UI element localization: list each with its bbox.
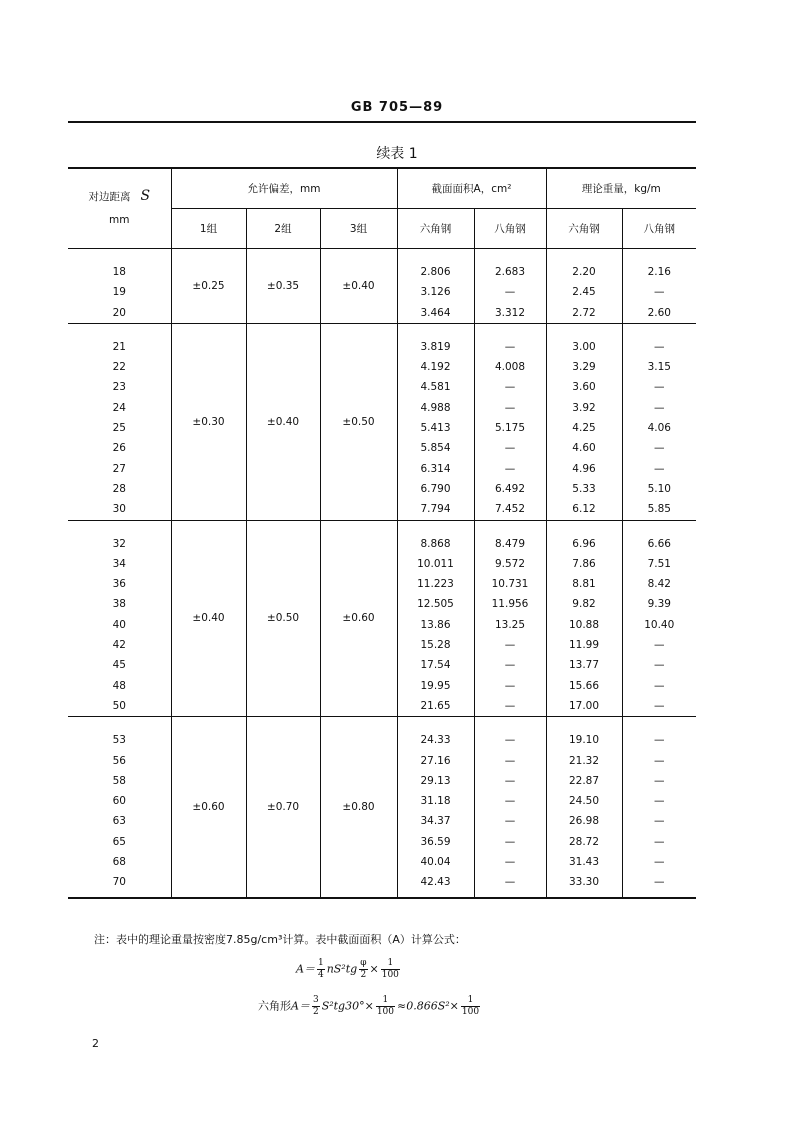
table-cell: — [504,679,516,692]
fraction-numerator: 1 [317,958,324,968]
formula-hexagon [258,995,482,1018]
table-cell: 5.175 [494,422,526,435]
table-cell: — [654,286,665,299]
table-cell: 7.51 [647,557,671,570]
table-cell: — [654,462,665,475]
formula-hexagon-prefix: 六角形 [258,999,291,1013]
fraction-denominator: 100 [461,1007,480,1017]
table-cell: — [504,815,516,828]
table-cell: 58 [112,774,126,787]
table-cell: — [504,774,516,787]
table-cell: 3.312 [494,306,526,319]
table-cell: — [654,795,665,808]
table-cell: 65 [112,835,126,848]
table-cell: 25 [112,422,126,435]
table-cell: 20 [112,306,126,319]
table-cell: 10.88 [568,618,600,631]
fraction-numerator: φ [360,958,367,968]
fraction-numerator: 1 [381,958,400,970]
table-cell: 6.314 [420,462,451,475]
table-cell: 3.464 [420,306,451,319]
hex-area-cell [397,717,474,898]
table-cell: 23 [112,381,126,394]
table-cell: 5.413 [420,422,451,435]
fraction-denominator: 100 [381,970,399,980]
formula-general-lhs: A＝ [296,962,315,976]
table-cell: — [504,699,516,712]
fraction-denominator: 100 [376,1007,394,1017]
table-cell: — [654,340,665,353]
hex-area-cell [397,520,474,717]
table-cell: 22 [112,361,126,374]
fraction-denominator: 2 [360,970,367,980]
table-cell: 48 [112,679,126,692]
table-cell: 38 [112,598,126,611]
oct-weight-cell [622,520,696,717]
table-cell: 7.452 [494,503,526,516]
header-area: 截面面积A，cm² [397,168,546,209]
table-cell: 3.00 [572,340,596,353]
table-cell: — [654,381,665,394]
table-cell: — [654,442,665,455]
oct-area-cell [474,520,546,717]
table-cell: 2.72 [572,306,596,319]
formula-hexagon-term: S²tg30°× [321,999,374,1013]
fraction [376,995,395,1018]
table-cell: 4.06 [647,422,671,435]
tolerance-group-1-cell: ±0.40 [171,520,246,717]
oct-weight-cell [622,249,696,324]
fraction-numerator: 3 [312,995,319,1005]
standard-number: GB 705—89 [350,100,444,115]
side-distance-cell [68,520,171,717]
table-cell: 4.96 [572,462,596,475]
hex-area-cell [397,323,474,520]
oct-area-cell [474,323,546,520]
table-cell: 5.10 [647,482,671,495]
formula-hexagon-approx: ≈0.866S²× [397,999,459,1013]
table-note: 注：表中的理论重量按密度7.85g/cm³计算。表中截面面积（A）计算公式： [94,933,466,946]
table-cell: 2.683 [494,266,526,278]
table-cell: 40 [112,618,126,631]
table-cell: 7.794 [420,503,451,516]
table-cell: — [654,835,665,848]
tolerance-group-3-cell: ±0.80 [320,717,397,898]
table-cell: 31.18 [420,795,451,808]
table-cell: — [504,401,516,414]
table-cell: 15.66 [568,679,600,692]
side-distance-cell [68,323,171,520]
header-side-distance-label: 对边距离 [88,190,131,203]
hex-area-cell [397,249,474,324]
table-cell: 24 [112,401,126,414]
table-cell: 33.30 [568,876,600,889]
table-cell: 56 [112,754,126,767]
table-cell: 26 [112,442,126,455]
table-cell: 40.04 [420,856,451,869]
table-cell: 68 [112,856,126,869]
table-cell: — [654,774,665,787]
table-cell: 4.988 [420,401,451,414]
table-cell: 11.99 [568,639,600,652]
table-cell: — [504,754,516,767]
table-cell: 2.60 [647,306,671,319]
header-oct-area: 八角钢 [474,209,546,249]
table-cell: 6.790 [420,482,451,495]
table-cell: 13.77 [568,659,600,672]
table-cell: 21.65 [420,699,451,712]
table-cell: — [654,699,665,712]
hex-weight-cell [546,717,622,898]
side-distance-cell [68,717,171,898]
table-cell: 9.572 [494,557,526,570]
table-cell: 60 [112,795,126,808]
table-cell: 42.43 [420,876,451,889]
fraction [317,958,325,981]
table-cell: 12.505 [417,598,454,611]
table-cell: 36.59 [420,835,451,848]
hex-weight-cell [546,249,622,324]
table-cell: 6.66 [647,537,671,550]
hex-weight-cell [546,520,622,717]
table-cell: 3.92 [572,401,596,414]
table-cell: 4.25 [572,422,596,435]
table-cell: — [504,381,516,394]
formula-general [296,958,402,981]
formula-hexagon-lhs: A＝ [291,999,310,1013]
data-table [68,167,696,899]
table-cell: 6.96 [572,537,596,550]
table-cell: — [654,856,665,869]
tolerance-group-1-cell: ±0.60 [171,717,246,898]
page-number: 2 [92,1037,99,1050]
table-body [68,249,696,898]
table-cell: — [504,340,516,353]
table-cell: 27.16 [420,754,451,767]
table-cell: 13.25 [494,618,526,631]
tolerance-group-2-cell: ±0.35 [246,249,320,324]
row-group [68,249,696,324]
table-cell: 3.819 [420,340,451,353]
table-cell: 13.86 [420,618,451,631]
fraction [461,995,480,1018]
table-cell: 34.37 [420,815,451,828]
tolerance-group-2-cell: ±0.50 [246,520,320,717]
table-cell: 4.581 [420,381,451,394]
table-cell: 24.33 [420,734,451,747]
table-cell: — [504,734,516,747]
table-cell: 5.33 [572,482,596,495]
table-cell: 19 [112,286,126,299]
table-cell: 2.806 [420,266,451,278]
header-weight: 理论重量，kg/m [546,168,696,209]
header-group-1: 1组 [171,209,246,249]
table-cell: — [654,401,665,414]
table-cell: — [504,659,516,672]
table-cell: — [654,876,665,889]
table-cell: 4.192 [420,361,451,374]
table-cell: 17.54 [420,659,451,672]
table-cell: 28 [112,482,126,495]
fraction [381,958,400,981]
side-distance-cell [68,249,171,324]
table-cell: 10.731 [491,578,529,591]
table-cell: 42 [112,639,126,652]
times-sign: × [369,962,379,976]
table-cell: 32 [112,537,126,550]
table-cell: 26.98 [568,815,600,828]
table-cell: 17.00 [568,699,600,712]
fraction-numerator: 1 [376,995,395,1007]
header-group-3: 3组 [320,209,397,249]
row-group [68,520,696,717]
table-cell: 11.956 [491,598,529,611]
table-cell: 31.43 [568,856,600,869]
table-caption: 续表 1 [376,146,418,162]
table-cell: 8.81 [572,578,596,591]
table-cell: — [504,442,516,455]
row-group [68,323,696,520]
table-cell: 7.86 [572,557,596,570]
tolerance-group-1-cell: ±0.30 [171,323,246,520]
table-cell: 5.85 [647,503,671,516]
fraction [312,995,320,1018]
table-cell: 27 [112,462,126,475]
header-hex-area: 六角钢 [397,209,474,249]
table-cell: 53 [112,734,126,747]
table-cell: 6.492 [494,482,526,495]
tolerance-group-3-cell: ±0.40 [320,249,397,324]
oct-weight-cell [622,717,696,898]
table-cell: — [504,286,516,299]
table-cell: 36 [112,578,126,591]
fraction [359,958,367,981]
table-cell: 3.60 [572,381,596,394]
table-cell: — [504,876,516,889]
row-group [68,717,696,898]
table-cell: — [654,659,665,672]
oct-weight-cell [622,323,696,520]
oct-area-cell [474,717,546,898]
table-cell: 45 [112,659,126,672]
table-cell: 2.45 [572,286,596,299]
table-cell: 2.16 [647,266,671,278]
table-cell: 22.87 [568,774,600,787]
table-cell: — [654,754,665,767]
header-tolerance: 允许偏差，mm [171,168,397,209]
table-cell: 18 [112,266,126,278]
fraction-numerator: 1 [461,995,480,1007]
header-s-symbol: S [140,187,151,204]
table-cell: 28.72 [568,835,600,848]
tolerance-group-3-cell: ±0.50 [320,323,397,520]
table-cell: 63 [112,815,126,828]
tolerance-group-2-cell: ±0.40 [246,323,320,520]
header-rule [68,121,696,123]
table-cell: — [504,856,516,869]
table-cell: 6.12 [572,503,596,516]
table-cell: 9.82 [572,598,596,611]
table-cell: — [504,795,516,808]
hex-weight-cell [546,323,622,520]
table-cell: 3.29 [572,361,596,374]
table-cell: 19.10 [568,734,600,747]
header-hex-weight: 六角钢 [546,209,622,249]
table-cell: 19.95 [420,679,451,692]
table-cell: 8.42 [647,578,671,591]
fraction-denominator: 2 [312,1007,319,1017]
table-cell: 15.28 [420,639,451,652]
table-cell: — [654,639,665,652]
header-s-unit: mm [109,213,130,226]
table-cell: 21 [112,340,126,353]
table-cell: 29.13 [420,774,451,787]
table-cell: 8.868 [420,537,451,550]
table-cell: 9.39 [647,598,671,611]
table-cell: 34 [112,557,126,570]
table-cell: 4.008 [494,361,526,374]
header-oct-weight: 八角钢 [622,209,696,249]
table-cell: 4.60 [572,442,596,455]
table-cell: — [654,815,665,828]
table-cell: 10.011 [417,557,454,570]
tolerance-group-2-cell: ±0.70 [246,717,320,898]
table-cell: 24.50 [568,795,600,808]
header-side-distance [68,168,171,249]
table-cell: 10.40 [644,618,675,631]
table-cell: — [654,734,665,747]
tolerance-group-3-cell: ±0.60 [320,520,397,717]
table-cell: — [504,462,516,475]
table-cell: 21.32 [568,754,600,767]
table-cell: 3.126 [420,286,451,299]
table-cell: 2.20 [572,266,596,278]
table-cell: 50 [112,699,126,712]
table-cell: — [504,835,516,848]
fraction-denominator: 4 [317,970,324,980]
table-cell: 5.854 [420,442,451,455]
table-cell: — [504,639,516,652]
table-cell: 11.223 [417,578,454,591]
oct-area-cell [474,249,546,324]
table-cell: 3.15 [647,361,671,374]
table-cell: — [654,679,665,692]
table-cell: 70 [112,876,126,889]
table-cell: 30 [112,503,126,516]
table-cell: 8.479 [494,537,526,550]
formula-general-term: nS²tg [326,962,358,976]
header-group-2: 2组 [246,209,320,249]
tolerance-group-1-cell: ±0.25 [171,249,246,324]
